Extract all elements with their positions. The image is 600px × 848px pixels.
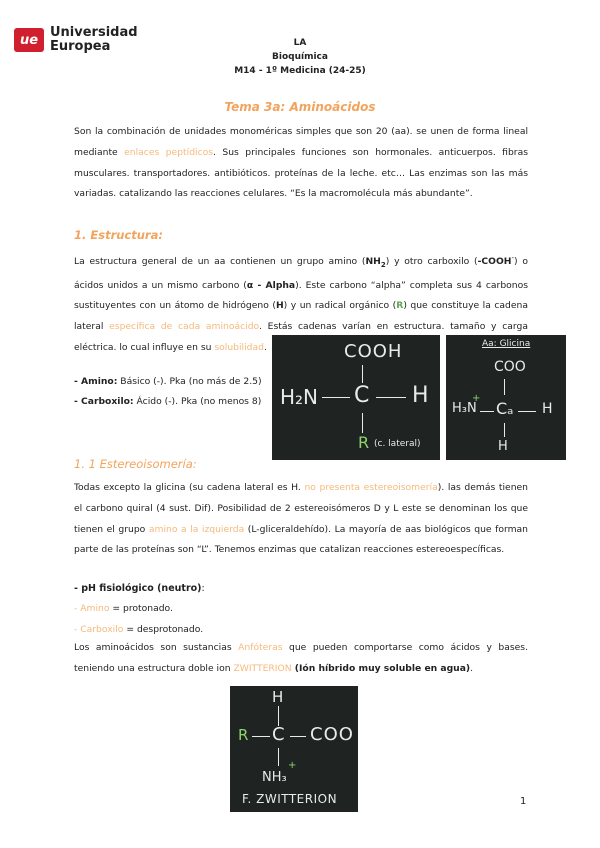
ph-amino-line: - Amino = protonado. <box>74 603 173 614</box>
board3-bond-right <box>290 736 306 737</box>
board3-nh3: NH₃ <box>262 770 287 785</box>
section-heading-estereoisomeria: 1. 1 Estereoisomería: <box>74 457 197 471</box>
board2-coo: COO <box>494 359 526 375</box>
intro-paragraph: Son la combinación de unidades monoméricas simples que son 20 (aa). se unen de forma lineal mediante enlaces peptídicos. Sus principales funciones son hormonales. anticuerpos. fibras musculares. transportadores. antibióticos. proteínas de la leche. etc… Las enzimas son las más variadas. catalizando las reacciones celulares. “Es la macromolécula más abundante”. <box>74 126 528 200</box>
amino-line: - Amino: Básico (-). Pka (no más de 2.5) <box>74 376 262 387</box>
logo-line-2: Europea <box>50 39 111 54</box>
board2-h-bottom: H <box>498 439 508 454</box>
board3-carbon: C <box>272 724 285 745</box>
board1-bond-bottom <box>362 413 363 433</box>
chalkboard-glycine <box>446 335 566 460</box>
board2-h3n: H₃N <box>452 401 477 416</box>
highlight-especifica: específica de cada aminoácido <box>109 321 260 333</box>
board3-bond-bottom <box>278 748 279 766</box>
logo-line-1: Universidad <box>50 25 138 40</box>
board1-r: R <box>358 433 370 452</box>
header-line-1: LA <box>293 38 307 48</box>
highlight-no-presenta: no presenta estereoisomería <box>304 482 438 493</box>
board1-carbon: C <box>354 383 370 408</box>
ph-carboxilo-line: - Carboxilo = desprotonado. <box>74 624 204 635</box>
highlight-amino-izquierda: amino a la izquierda <box>148 523 245 535</box>
board1-cooh: COOH <box>344 341 403 362</box>
board2-carbon: Cₐ <box>496 399 514 418</box>
highlight-zwitterion: ZWITTERION <box>233 662 292 674</box>
board2-label: Aa: Glicina <box>482 339 531 349</box>
ue-logo-mark: ue <box>14 28 44 52</box>
board2-plus: + <box>472 393 481 404</box>
board3-h: H <box>272 688 284 706</box>
board2-bond-top <box>504 379 505 395</box>
board3-r: R <box>238 726 249 744</box>
board3-coo: COO <box>310 724 354 745</box>
board3-plus: + <box>288 760 297 771</box>
highlight-enlaces: enlaces peptídicos <box>124 146 214 158</box>
board3-caption: F. ZWITTERION <box>242 792 338 806</box>
board3-bond-left <box>252 736 270 737</box>
header-line-2: Bioquímica <box>272 52 328 62</box>
estereoisomeria-paragraph: Todas excepto la glicina (su cadena lateral es H. no presenta estereoisomería). las demás tienen el carbono quiral (4 sust. Dif). Posibilidad de 2 estereoisómeros D y L este se denominan los que tienen el grupo amino a la izquierda (L-gliceraldehído). La mayoría de aas biológicos que forman parte de las proteínas son “L”. Tenemos enzimas que catalizan reacciones estereoespecíficas. <box>74 482 528 556</box>
chalkboard-general-structure <box>272 335 440 460</box>
board1-bond-right <box>376 397 406 398</box>
section-heading-estructura: 1. Estructura: <box>74 228 163 242</box>
page-title: Tema 3a: Aminoácidos <box>224 100 376 114</box>
chalkboard-zwitterion <box>230 686 358 812</box>
board2-h-right: H <box>542 401 553 417</box>
page-number: 1 <box>520 796 527 807</box>
header-line-3: M14 - 1º Medicina (24-25) <box>234 66 366 76</box>
board1-h: H <box>412 383 429 408</box>
estructura-paragraph: La estructura general de un aa contienen un grupo amino $(NH_2)$ y otro carboxilo (-COOH-) o ácidos unidos a un mismo carbono (α - Alpha). Este carbono “alpha” completa sus 4 carbonos sustituyentes con un átomo de hidrógeno (H) y un radical orgánico (R) que constituye la cadena lateral específica de cada aminoácido. Estás cadenas varían en estructura. tamaño y carga eléctrica. lo cual influye en su solubilidad. <box>74 254 528 354</box>
board2-bond-right <box>518 411 536 412</box>
board2-bond-left <box>480 411 494 412</box>
board2-bond-bottom <box>504 423 505 437</box>
board1-bond-left <box>322 397 350 398</box>
ph-heading: - pH fisiológico (neutro): <box>74 583 205 594</box>
anfoteras-paragraph: Los aminoácidos son sustancias Anfóteras que pueden comportarse como ácidos y bases. teniendo una estructura doble ion ZWITTERION (Ión híbrido muy soluble en agua). <box>74 642 528 674</box>
board1-h2n: H₂N <box>280 385 319 409</box>
highlight-anfoteras: Anfóteras <box>238 642 283 653</box>
board1-note: (c. lateral) <box>374 439 421 449</box>
carboxilo-line: - Carboxilo: Ácido (-). Pka (no menos 8) <box>74 396 262 407</box>
board3-bond-top <box>278 706 279 726</box>
highlight-solubilidad: solubilidad <box>214 342 264 354</box>
board1-bond-top <box>362 365 363 383</box>
